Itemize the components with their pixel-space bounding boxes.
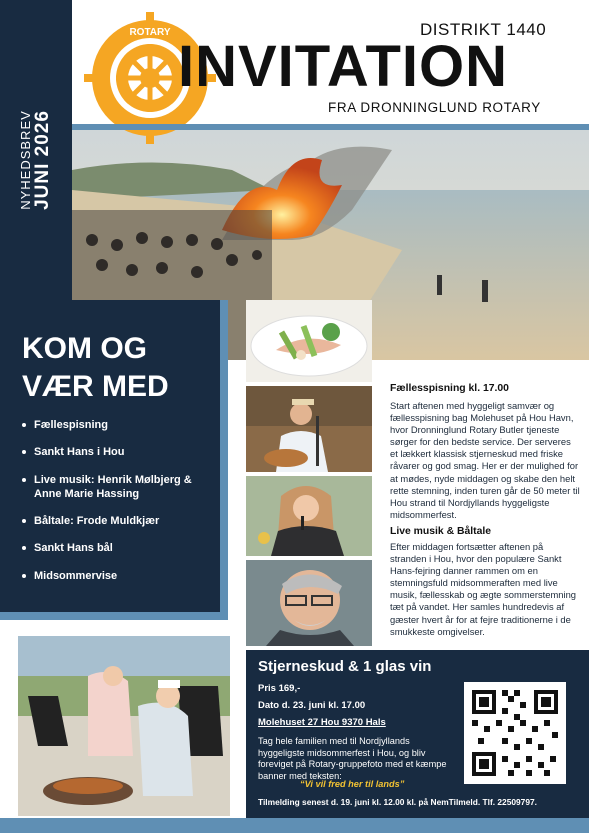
qr-code-icon	[464, 682, 566, 784]
article-music	[390, 525, 580, 638]
page-subtitle: FRA DRONNINGLUND ROTARY	[328, 100, 541, 115]
article-body: Start aftenen med hyggeligt samvær og fællesspisning bag Molehuset på Hou Havn, hvor Dronninglund Rotary Butler tjeneste sørger for den bedste service. Der serveres et lækkert klassisk stjerneskud med friske råvarer og god smag. Her er der mulighed for at mødes, nyde middagen og skabe den helt rette stemning, inden turen går de 50 meter til Hou strand til Nordjyllands hyggeligste midsommerfest.	[390, 400, 580, 520]
article-heading: Fællesspisning kl. 17.00	[390, 383, 509, 394]
list-item: Live musik: Henrik Mølbjerg & Anne Marie Hassing	[22, 473, 217, 502]
signup-text: Tilmelding senest d. 19. juni kl. 12.00 kl. på NemTilmeld. Tlf. 22509797.	[258, 797, 537, 807]
singer-photo	[246, 476, 372, 556]
newsletter-label	[0, 0, 72, 300]
agenda-panel-accent	[220, 300, 228, 620]
logo-top-text: ROTARY	[129, 27, 171, 38]
agenda-list	[22, 418, 217, 596]
event-location: Molehuset 27 Hou 9370 Hals	[258, 717, 386, 728]
food-photo	[246, 300, 372, 382]
event-description: Tag hele familien med til Nordjyllands hyggeligste midsommerfest i Hou, og bliv foreviget på Rotary-gruppefoto med et kæmpe banner med teksten:	[258, 736, 447, 781]
list-item: Båltale: Frode Muldkjær	[22, 514, 217, 528]
agenda-title-line1: KOM OG	[22, 332, 147, 365]
list-item: Midsommervise	[22, 569, 217, 583]
list-item: Sankt Hans bål	[22, 541, 217, 555]
header-divider	[72, 124, 589, 130]
agenda-title	[22, 330, 212, 405]
qr-code[interactable]	[464, 682, 566, 784]
event-date: Dato d. 23. juni kl. 17.00	[258, 700, 366, 711]
event-price: Pris 169,-	[258, 683, 301, 694]
list-item: Fællespisning	[22, 418, 217, 432]
footer-strip	[0, 818, 589, 833]
speaker-photo	[246, 560, 372, 646]
agenda-panel-bottom-accent	[0, 612, 228, 620]
agenda-title-line2: VÆR MED	[22, 369, 169, 403]
family-photo	[18, 636, 230, 816]
newsletter-label-text: NYHEDSBREV	[18, 110, 34, 210]
list-item: Sankt Hans i Hou	[22, 445, 217, 459]
district-label: DISTRIKT 1440	[420, 20, 547, 39]
newsletter-date: JUNI 2026	[31, 110, 53, 210]
page-title: INVITATION	[178, 34, 509, 99]
article-heading: Live musik & Båltale	[390, 526, 492, 537]
event-title: Stjerneskud & 1 glas vin	[258, 658, 432, 675]
musician-photo	[246, 386, 372, 472]
event-quote: “Vi vil fred her til lands”	[300, 779, 405, 789]
article-dinner	[390, 382, 580, 521]
article-body: Efter middagen fortsætter aftenen på stranden i Hou, hvor den populære Sankt Hans-fejring danner rammen om en stemningsfuld midsommeraften med live musik, fællesskab og ægte sommerstemning tæt på vandet. Her samles hundredevis af gæster hvert år for at fejre traditionerne i de smukkeste omgivelser.	[390, 541, 577, 637]
